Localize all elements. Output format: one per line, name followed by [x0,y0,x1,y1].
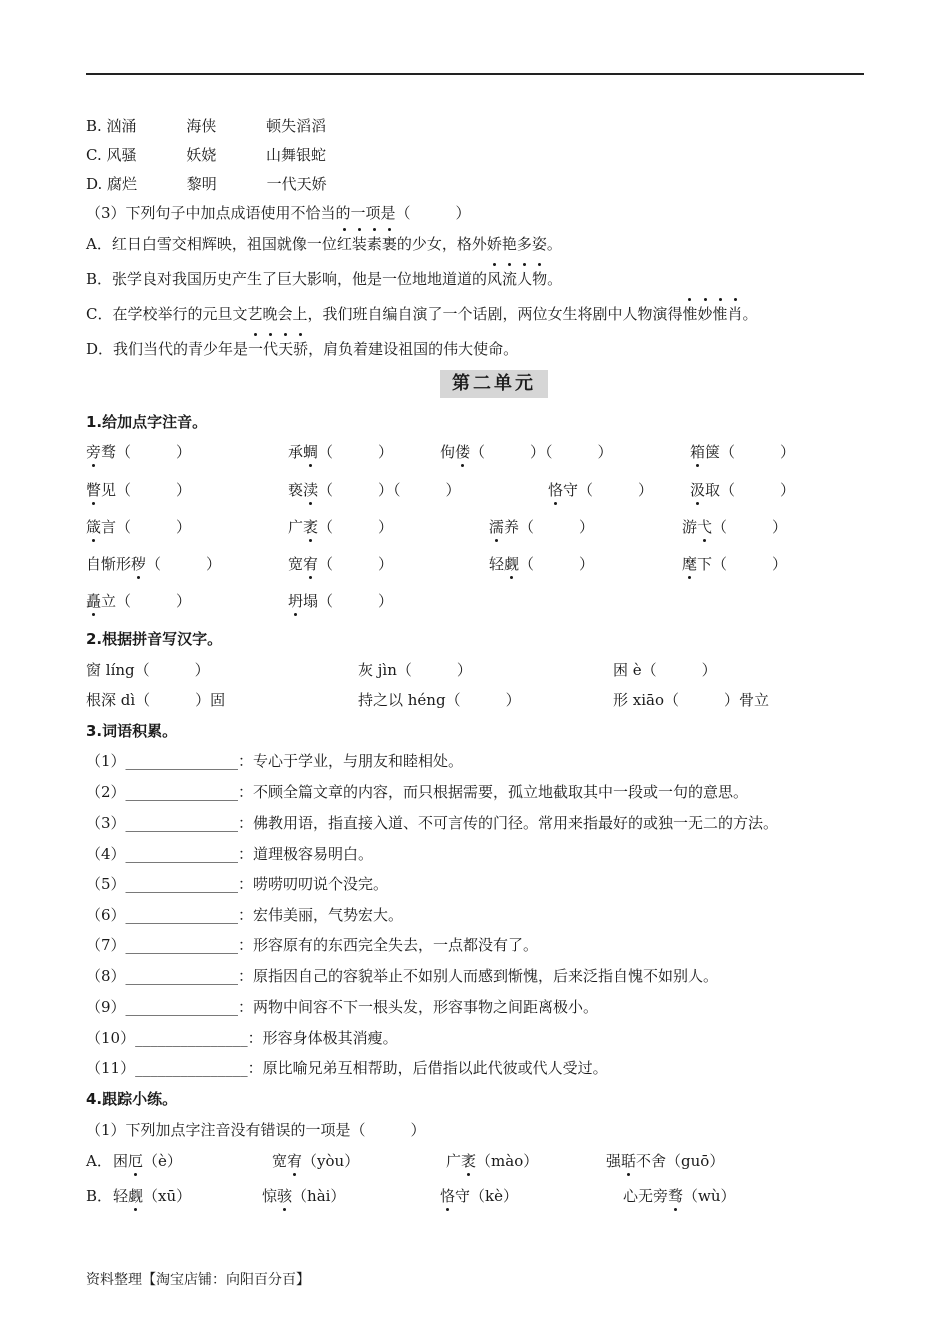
dotted-char: 代 [263,340,279,358]
pinyin-item: 游弋（ ） [682,518,788,536]
q3-a-idiom [337,235,397,253]
s4-a-word: 广袤（mào） [446,1152,539,1170]
pinyin-item: 广袤（ ） [288,518,394,536]
dotted-char: 人 [517,270,533,288]
s4-b-word: 轻觑（xū） [113,1187,192,1205]
pinyin-item: 宽宥（ ） [288,555,394,573]
vocab-item: （9）_______________：两物中间容不下一根头发，形容事物之间距离极小。 [86,998,599,1016]
vocab-item: （2）_______________：不顾全篇文章的内容，而只根据需要，孤立地截取其中一段或一句的意思。 [86,783,749,801]
answer-blank[interactable]: _______________ [125,752,239,770]
q3-d-pre: D．我们当代的青少年是 [86,340,249,358]
section-2-heading: 2.根据拼音写汉字。 [86,630,223,648]
dotted-char: 汲 [690,481,706,499]
pinyin-item: 矗立（ ） [86,592,192,610]
s4-b-word: 惊骇（hài） [262,1187,346,1205]
dotted-char: 宥 [303,555,319,573]
dotted-char: 一 [248,340,264,358]
dotted-char: 聒 [621,1152,637,1170]
vocab-item: （6）_______________：宏伟美丽，气势宏大。 [86,906,404,924]
dotted-char: 惟 [712,305,728,323]
answer-blank[interactable]: _______________ [125,814,239,832]
vocab-item: （3）_______________：佛教用语，指直接入道、不可言传的门径。常用来指最好的或独一无二的方法。 [86,814,779,832]
hanzi-item: 形 xiāo（ ）骨立 [613,691,769,709]
dotted-char: 矗 [86,592,102,610]
q2-option-c: C. 风骚 妖娆 山舞银蛇 [86,146,327,164]
pinyin-item: 佝偻（ ）（ ） [440,443,613,461]
pinyin-item: 坍塌（ ） [288,592,394,610]
dotted-char: 袤 [303,518,319,536]
dotted-char: 旁 [86,443,102,461]
pinyin-item: 恪守（ ） [548,481,654,499]
unit-title: 第二单元 [440,370,548,398]
dotted-char: 秽 [131,555,147,573]
vocab-item: （10）_______________：形容身体极其消瘦。 [86,1029,398,1047]
pinyin-item: 旁骛（ ） [86,443,192,461]
answer-blank[interactable]: _______________ [125,783,239,801]
q3-a-pre: A．红日白雪交相辉映，祖国就像一位 [86,235,337,253]
dotted-char: 裹 [381,235,397,253]
q3-d-post: ，肩负着建设祖国的伟大使命。 [308,340,519,358]
dotted-char: 宥 [287,1152,303,1170]
dotted-char: 装 [351,235,367,253]
hanzi-item: 持之以 héng（ ） [358,691,521,709]
answer-blank[interactable]: _______________ [135,1059,248,1077]
dotted-char: 厄 [128,1152,144,1170]
answer-blank[interactable]: _______________ [125,998,239,1016]
pinyin-item: 瞥见（ ） [86,481,192,499]
vocab-item: （1）_______________：专心于学业，与朋友和睦相处。 [86,752,464,770]
dotted-char: 骄 [293,340,309,358]
q3-b-pre: B．张学良对我国历史产生了巨大影响，他是一位地地道道的 [86,270,488,288]
q3-stem: （3）下列句子中加点成语使用不恰当的一项是（ ） [86,204,471,222]
vocab-item: （8）_______________：原指因自己的容貌举止不如别人而感到惭愧，后来泛指自愧不如别人。 [86,967,719,985]
answer-blank[interactable]: _______________ [125,845,239,863]
pinyin-item: 轻觑（ ） [489,555,595,573]
q3-c-idiom [682,305,742,323]
answer-blank[interactable]: _______________ [125,967,239,985]
dotted-char: 瞥 [86,481,102,499]
section-3-heading: 3.词语积累。 [86,722,178,740]
q3-option-c [86,304,758,324]
answer-blank[interactable]: _______________ [125,906,239,924]
dotted-char: 坍 [288,592,304,610]
s4-b-word: 恪守（kè） [440,1187,518,1205]
dotted-char: 麾 [682,555,698,573]
s4-b-word: 心无旁骛（wù） [623,1187,736,1205]
q3-d-idiom [248,340,308,358]
s4-a-word: 困厄（è） [113,1152,182,1170]
q3-option-a [86,234,562,254]
pinyin-item: 濡养（ ） [489,518,595,536]
pinyin-item: 亵渎（ ）（ ） [288,481,461,499]
s4-stem: （1）下列加点字注音没有错误的一项是（ ） [86,1121,426,1139]
s4-option-b-label: B． [86,1187,113,1205]
dotted-char: 渎 [303,481,319,499]
vocab-item: （7）_______________：形容原有的东西完全失去，一点都没有了。 [86,936,539,954]
s4-a-word: 宽宥（yòu） [272,1152,360,1170]
dotted-char: 觑 [128,1187,144,1205]
dotted-char: 妙 [697,305,713,323]
footer-source: 资料整理【淘宝店铺：向阳百分百】 [86,1272,310,1288]
dotted-char: 濡 [489,518,505,536]
pinyin-item: 箱箧（ ） [690,443,796,461]
s4-option-a-label: A． [86,1152,112,1170]
header-rule [86,73,864,75]
pinyin-item: 承蜩（ ） [288,443,394,461]
dotted-char: 箱 [690,443,706,461]
answer-blank[interactable]: _______________ [135,1029,248,1047]
dotted-char: 蜩 [303,443,319,461]
section-4-heading: 4.跟踪小练。 [86,1090,178,1108]
section-1-heading: 1.给加点字注音。 [86,413,208,431]
q3-c-pre: C．在学校举行的元旦文艺晚会上，我们班自编自演了一个话剧，两位女生将剧中人物演得 [86,305,683,323]
q3-b-post: 。 [547,270,563,288]
q2-option-d: D. 腐烂 黎明 一代天娇 [86,175,327,193]
dotted-char: 骛 [668,1187,684,1205]
dotted-char: 袤 [461,1152,477,1170]
dotted-char: 恪 [548,481,564,499]
pinyin-item: 麾下（ ） [682,555,788,573]
dotted-char: 红 [336,235,352,253]
dotted-char: 风 [487,270,503,288]
s4-a-word: 强聒不舍（guō） [606,1152,725,1170]
dotted-char: 骇 [277,1187,293,1205]
pinyin-item: 箴言（ ） [86,518,192,536]
dotted-char: 物 [532,270,548,288]
dotted-char: 觑 [504,555,520,573]
dotted-char: 惟 [682,305,698,323]
answer-blank[interactable]: _______________ [125,875,239,893]
pinyin-item: 自惭形秽（ ） [86,555,222,573]
dotted-char: 偻 [455,443,471,461]
pinyin-item: 汲取（ ） [690,481,796,499]
q3-c-post: 。 [742,305,758,323]
hanzi-item: 窗 líng（ ） [86,661,210,679]
hanzi-item: 困 è（ ） [613,661,717,679]
dotted-char: 恪 [440,1187,456,1205]
q2-option-b: B. 汹涌 海侠 顿失滔滔 [86,117,327,135]
vocab-item: （11）_______________：原比喻兄弟互相帮助，后借指以此代彼或代人受过。 [86,1059,608,1077]
dotted-char: 弋 [697,518,713,536]
hanzi-item: 灰 jìn（ ） [358,661,472,679]
vocab-item: （5）_______________：唠唠叨叨说个没完。 [86,875,389,893]
hanzi-item: 根深 dì（ ）固 [86,691,226,709]
q3-a-post: 的少女，格外娇艳多姿。 [396,235,562,253]
q3-option-b [86,269,562,289]
dotted-char: 箴 [86,518,102,536]
vocab-item: （4）_______________：道理极容易明白。 [86,845,374,863]
q3-b-idiom [487,270,547,288]
dotted-char: 流 [502,270,518,288]
dotted-char: 天 [278,340,294,358]
dotted-char: 肖 [727,305,743,323]
q3-option-d [86,339,518,359]
answer-blank[interactable]: _______________ [125,936,239,954]
dotted-char: 素 [366,235,382,253]
